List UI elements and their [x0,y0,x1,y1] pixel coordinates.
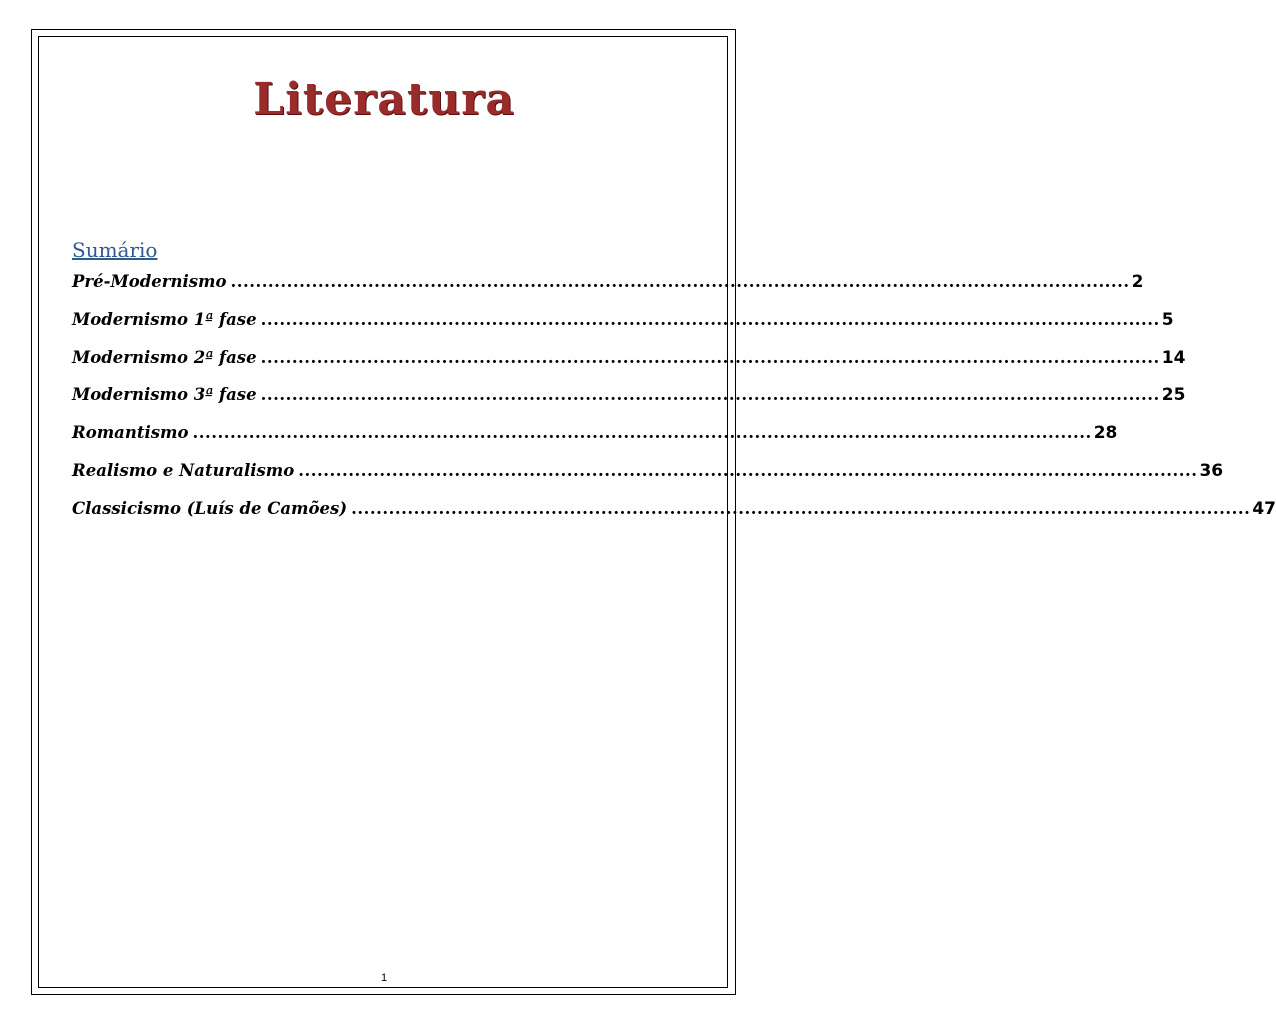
toc-entry[interactable] [72,423,1118,461]
table-of-contents [72,272,1276,537]
toc-entry[interactable] [72,272,1144,310]
toc-entry-page: 5 [1161,309,1174,330]
toc-entry-label: Realismo e Naturalismo [72,460,295,480]
toc-leader-dots: ................................................................................................................................................ [260,347,1160,367]
toc-leader-dots: ................................................................................................................................................ [192,423,1092,443]
toc-entry-label: Modernismo 1ª fase [72,309,257,329]
toc-leader-dots: ................................................................................................................................................ [351,498,1251,518]
toc-entry-label: Modernismo 3ª fase [72,385,257,405]
toc-entry[interactable] [72,309,1174,348]
toc-heading: Sumário [72,238,158,262]
toc-entry-label: Classicismo (Luís de Camões) [72,498,348,518]
toc-entry-page: 47 [1252,498,1276,519]
toc-entry-label: Modernismo 2ª fase [72,347,257,367]
toc-entry-page: 28 [1093,423,1118,444]
toc-entry[interactable] [72,498,1276,537]
toc-entry-label: Pré-Modernismo [72,272,227,291]
toc-entry-page: 14 [1161,347,1186,368]
toc-entry[interactable] [72,385,1186,423]
page-number: 1 [380,972,388,984]
toc-entry[interactable] [72,347,1186,386]
toc-entry-label: Romantismo [72,423,189,443]
toc-entry-page: 2 [1131,272,1144,292]
toc-leader-dots: ................................................................................................................................................ [260,385,1160,405]
toc-entry-page: 36 [1199,460,1224,481]
toc-entry[interactable] [72,460,1224,499]
toc-leader-dots: ................................................................................................................................................ [298,460,1198,480]
toc-entry-page: 25 [1161,385,1186,406]
toc-leader-dots: ................................................................................................................................................ [260,309,1160,329]
toc-leader-dots: ................................................................................................................................................ [230,272,1130,291]
document-title: Literatura [253,74,515,125]
